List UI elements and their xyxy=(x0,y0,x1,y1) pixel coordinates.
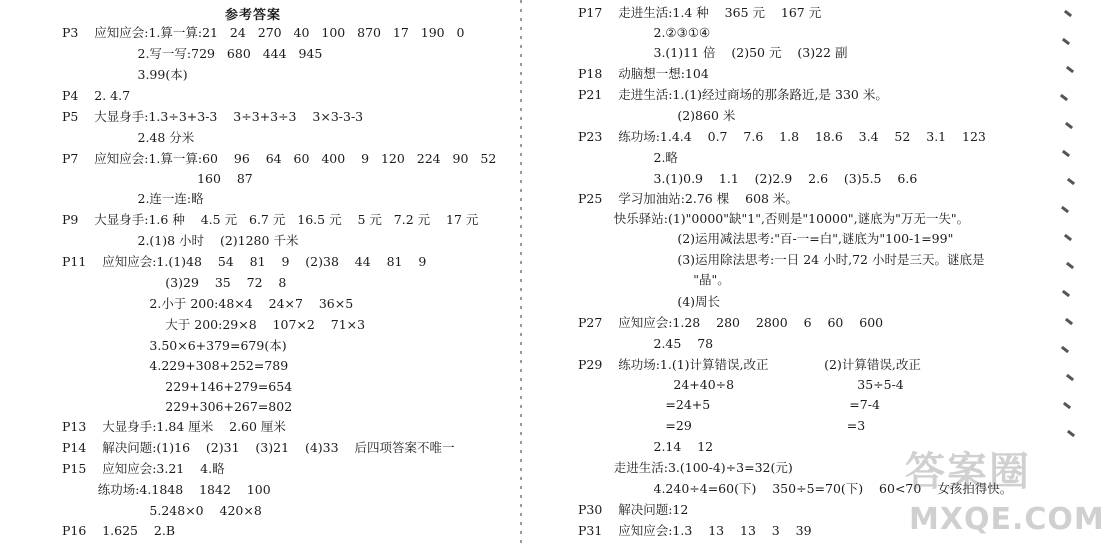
answer-line: 3.(1)0.9 1.1 (2)2.9 2.6 (3)5.5 6.6 xyxy=(578,171,918,186)
answer-line: P25 学习加油站:2.76 棵 608 米。 xyxy=(578,191,798,206)
answer-line: (3)运用除法思考:一日 24 小时,72 小时是三天。谜底是 xyxy=(578,252,985,267)
answer-line: 160 87 xyxy=(62,171,253,186)
answer-line: 2.14 12 xyxy=(578,439,714,454)
answer-line: 2.45 78 xyxy=(578,336,714,351)
answer-line: 24+40÷8 35÷5-4 xyxy=(578,377,904,392)
answer-line: P18 动脑想一想:104 xyxy=(578,66,709,81)
answer-line: P7 应知应会:1.算一算:60 96 64 60 400 9 120 224 90 52 xyxy=(62,151,497,166)
answer-line: P23 练功场:1.4.4 0.7 7.6 1.8 18.6 3.4 52 3.1 123 xyxy=(578,129,986,144)
answer-line: P30 解决问题:12 xyxy=(578,502,689,517)
answer-line: 走进生活:3.(100-4)÷3=32(元) xyxy=(578,460,793,475)
watermark xyxy=(905,440,1105,540)
answer-line: "晶"。 xyxy=(578,272,730,287)
answer-line: 2.连一连:略 xyxy=(62,191,204,206)
answer-line: =24+5 =7-4 xyxy=(578,397,880,412)
answer-line: (4)周长 xyxy=(578,294,721,309)
answer-line: (3)29 35 72 8 xyxy=(62,275,287,290)
watermark-site: MXQE.COM xyxy=(909,502,1105,537)
answer-line: 2.小于 200:48×4 24×7 36×5 xyxy=(62,296,354,311)
answer-line: P9 大显身手:1.6 种 4.5 元 6.7 元 16.5 元 5 元 7.2 元 17 元 xyxy=(62,212,479,227)
watermark-logo: 答案圈 xyxy=(905,449,1031,495)
answer-line: P27 应知应会:1.28 280 2800 6 60 600 xyxy=(578,315,884,330)
answer-line: 3.(1)11 倍 (2)50 元 (3)22 副 xyxy=(578,45,848,60)
answer-line: 大于 200:29×8 107×2 71×3 xyxy=(62,317,366,332)
answer-line: 2.写一写:729 680 444 945 xyxy=(62,46,323,61)
answer-line: P31 应知应会:1.3 13 13 3 39 xyxy=(578,523,812,538)
answer-line: 229+306+267=802 xyxy=(62,399,293,414)
answer-line: 3.50×6+379=679(本) xyxy=(62,338,287,353)
answer-line: P16 1.625 2.B xyxy=(62,523,176,538)
answer-line: P14 解决问题:(1)16 (2)31 (3)21 (4)33 后四项答案不唯一 xyxy=(62,440,455,455)
answer-line: =29 =3 xyxy=(578,418,866,433)
page-title: 参考答案 xyxy=(225,8,282,23)
answer-line: 4.240÷4=60(下) 350÷5=70(下) 60<70 女孩拍得快。 xyxy=(578,481,1013,496)
answer-line: P4 2. 4.7 xyxy=(62,88,131,103)
answer-line: 2.②③①④ xyxy=(578,25,711,40)
answer-line: 229+146+279=654 xyxy=(62,379,293,394)
answer-line: 3.99(本) xyxy=(62,67,188,82)
answer-line: 练功场:4.1848 1842 100 xyxy=(62,482,271,497)
answer-line: P21 走进生活:1.(1)经过商场的那条路近,是 330 米。 xyxy=(578,87,888,102)
answer-line: P13 大显身手:1.84 厘米 2.60 厘米 xyxy=(62,419,286,434)
left-page xyxy=(0,0,540,543)
answer-line: 4.229+308+252=789 xyxy=(62,358,289,373)
binding-gutter xyxy=(516,0,526,543)
answer-line: P11 应知应会:1.(1)48 54 81 9 (2)38 44 81 9 xyxy=(62,254,427,269)
answer-line: 2.48 分米 xyxy=(62,130,195,145)
answer-line: 2.(1)8 小时 (2)1280 千米 xyxy=(62,233,299,248)
answer-line: 5.248×0 420×8 xyxy=(62,503,262,518)
answer-line: P29 练功场:1.(1)计算错误,改正 (2)计算错误,改正 xyxy=(578,357,921,372)
answer-line: P3 应知应会:1.算一算:21 24 270 40 100 870 17 190 0 xyxy=(62,25,465,40)
answer-line: P17 走进生活:1.4 种 365 元 167 元 xyxy=(578,5,822,20)
answer-line: 快乐驿站:(1)"0000"缺"1",否则是"10000",谜底为"万无一失"。 xyxy=(578,211,970,226)
answer-line: (2)运用减法思考:"百-一=白",谜底为"100-1=99" xyxy=(578,231,954,246)
answer-line: 2.略 xyxy=(578,150,678,165)
answer-line: P5 大显身手:1.3÷3+3-3 3÷3+3÷3 3×3-3-3 xyxy=(62,109,364,124)
answer-line: (2)860 米 xyxy=(578,108,736,123)
answer-line: P15 应知应会:3.21 4.略 xyxy=(62,461,225,476)
